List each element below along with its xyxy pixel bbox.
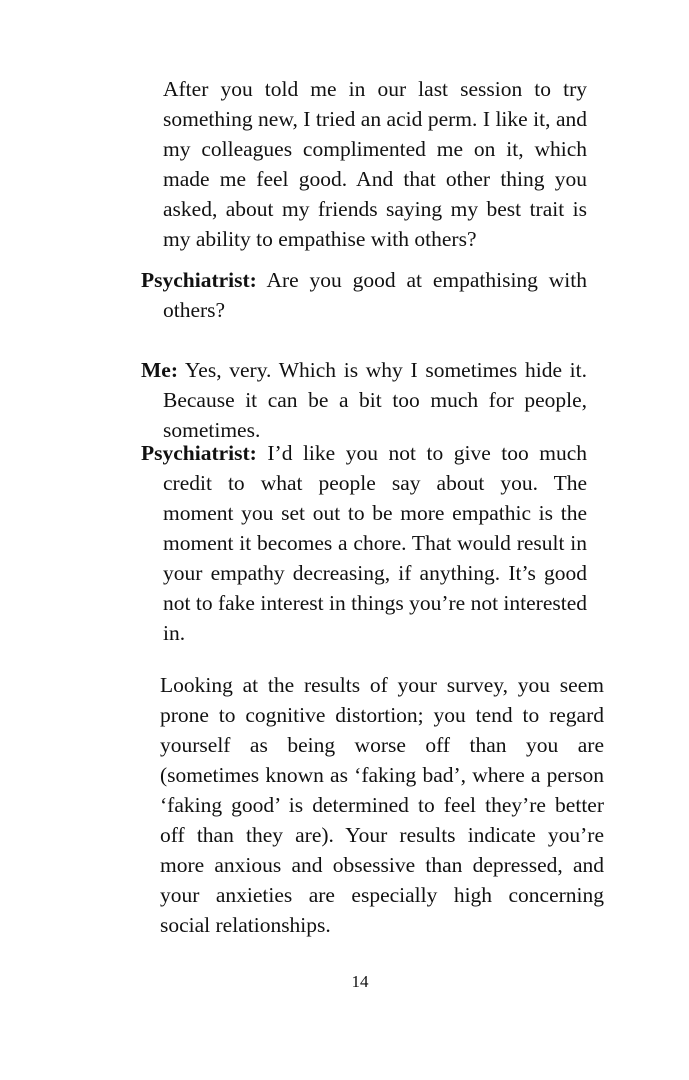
dialogue-line bbox=[141, 438, 587, 648]
speaker-label: Psychiatrist: bbox=[141, 441, 257, 465]
dialogue-text: I’d like you not to give too much credit to what people say about you. The moment you set out to be more empathic is the moment it becomes a chore. That would result in your empathy decreasing, if anything. It’s good not to fake interest in things you’re not interested in. bbox=[163, 441, 588, 645]
dialogue-text: Yes, very. Which is why I sometimes hide it. Because it can be a bit too much for people, sometimes. bbox=[163, 358, 588, 442]
dialogue-line bbox=[141, 355, 587, 445]
closing-paragraph: Looking at the results of your survey, you seem prone to cognitive distortion; you tend to regard yourself as being worse off than you are (sometimes known as ‘faking bad’, where a person ‘faking good’ is determined to feel they’re better off than they are). Your results indicate you’re more anxious and obsessive than depressed, and your anxieties are especially high concerning social relationships. bbox=[160, 673, 604, 937]
dialogue-line bbox=[141, 265, 587, 325]
page-number: 14 bbox=[351, 972, 369, 991]
opening-paragraph: After you told me in our last session to try something new, I tried an acid perm. I like it, and my colleagues complimented me on it, which made me feel good. And that other thing you asked, about my friends saying my best trait is my ability to empathise with others? bbox=[163, 77, 587, 251]
dialogue-text: Are you good at empathising with others? bbox=[163, 268, 587, 322]
speaker-label: Psychiatrist: bbox=[141, 268, 257, 292]
speaker-label: Me: bbox=[141, 358, 178, 382]
